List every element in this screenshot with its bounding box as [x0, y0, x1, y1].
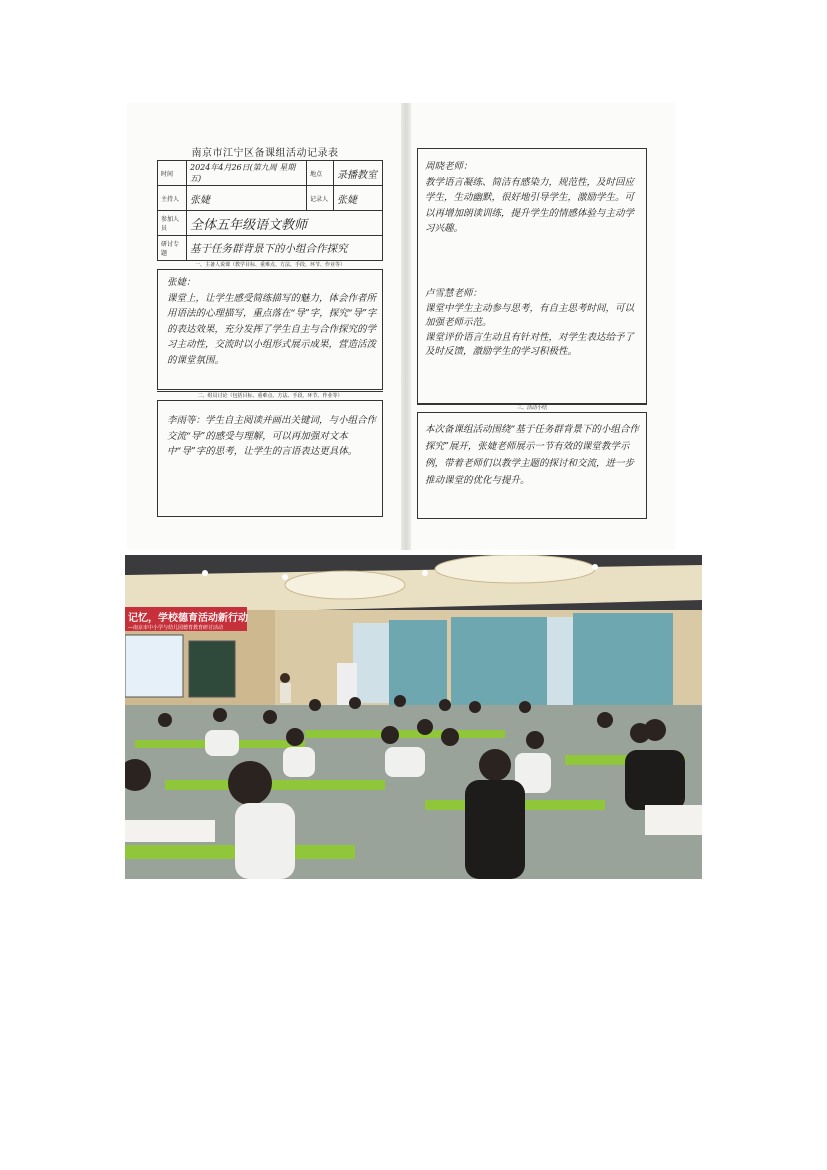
- participants-label: 参加人员: [158, 211, 187, 236]
- section3-header: 三、活动小结: [417, 403, 647, 413]
- section2-text: 李雨等：学生自主阅读并画出关键词，与小组合作交流“导”的感受与理解，可以再加强对文本中“导”字的思考，让学生的言语表达更具体。: [167, 415, 377, 457]
- ceiling-light-ring: [285, 571, 405, 599]
- info-table: [157, 160, 383, 261]
- open-book: [125, 820, 215, 842]
- form-left-page: [127, 103, 403, 550]
- projector-screen: [125, 635, 183, 697]
- topic-value: 基于任务群背景下的小组合作探究: [187, 236, 383, 261]
- window: [353, 623, 389, 703]
- place-value: 录播教室: [334, 161, 383, 186]
- banner-text: 记忆，学校德育活动新行动: [128, 613, 248, 624]
- classroom-photo: [125, 555, 702, 879]
- desk-row: [165, 780, 385, 790]
- ceiling-spotlight: [202, 570, 208, 576]
- time-label: 时间: [158, 161, 187, 186]
- section2-header: 二、组员讨论（包括目标、重难点、方法、手段、环节、作业等）: [157, 391, 383, 401]
- book-gutter: [401, 103, 411, 550]
- right-text-2: 卢雪慧老师： 课堂中学生主动参与思考，有自主思考时间，可以加强老师示范。 课堂评价语言生动且有针对性，对学生表达给予了及时反馈，激励学生的学习积极性。: [425, 288, 635, 357]
- section3-text: 本次备课组活动围绕“基于任务群背景下的小组合作探究”展开，张婕老师展示一节有效的课堂教学示例，带着老师们以教学主题的探讨和交流，进一步推动课堂的优化与提升。: [425, 424, 639, 486]
- window: [547, 617, 573, 713]
- student-dark-jacket: [465, 780, 525, 879]
- right-text-1: 周晓老师： 教学语言凝练、简洁有感染力，规范性，及时回应学生，生动幽默，很好地引导学生，激励学生。可以再增加朗读训练，提升学生的情感体验与主动学习兴趣。: [425, 161, 635, 234]
- teacher-body: [280, 683, 291, 703]
- section1-text: 张婕： 课堂上，让学生感受简练描写的魅力，体会作者所用语法的心理描写，重点落在“导”字，探究“导”字的表达效果，充分发挥了学生自主与合作探究的学习主动性，交流时以小组形式展示成果，营造活泼的课堂氛围。: [167, 277, 377, 366]
- open-book: [645, 805, 702, 835]
- banner-subtext: —南京市中小学与幼儿园德育教育研讨活动: [128, 625, 224, 631]
- desk-row: [305, 730, 505, 738]
- host-label: 主持人: [158, 186, 187, 211]
- recorder-value: 张婕: [334, 186, 383, 211]
- curtain: [451, 617, 547, 713]
- ceiling-spotlight: [422, 570, 428, 576]
- section1-header: 一、主备人说课（教学目标、重难点、方法、手段、环节、作业等）: [157, 260, 383, 270]
- host-value: 张婕: [187, 186, 307, 211]
- form-title: 南京市江宁区备课组活动记录表: [191, 148, 339, 159]
- time-value: 2024年4月26日(第九周 星期五): [187, 161, 307, 186]
- blackboard: [189, 641, 235, 697]
- scanned-record-form: [127, 103, 675, 550]
- recorder-label: 记录人: [307, 186, 334, 211]
- classroom-illustration: [125, 555, 702, 879]
- ceiling-spotlight: [592, 564, 598, 570]
- topic-label: 研讨专题: [158, 236, 187, 261]
- ceiling-spotlight: [282, 574, 288, 580]
- place-label: 地点: [307, 161, 334, 186]
- teacher-observer: [625, 750, 685, 810]
- participants-value: 全体五年级语文教师: [187, 211, 383, 236]
- teacher-head: [280, 673, 290, 683]
- form-right-page: [411, 103, 675, 550]
- ceiling-light-ring: [435, 555, 595, 583]
